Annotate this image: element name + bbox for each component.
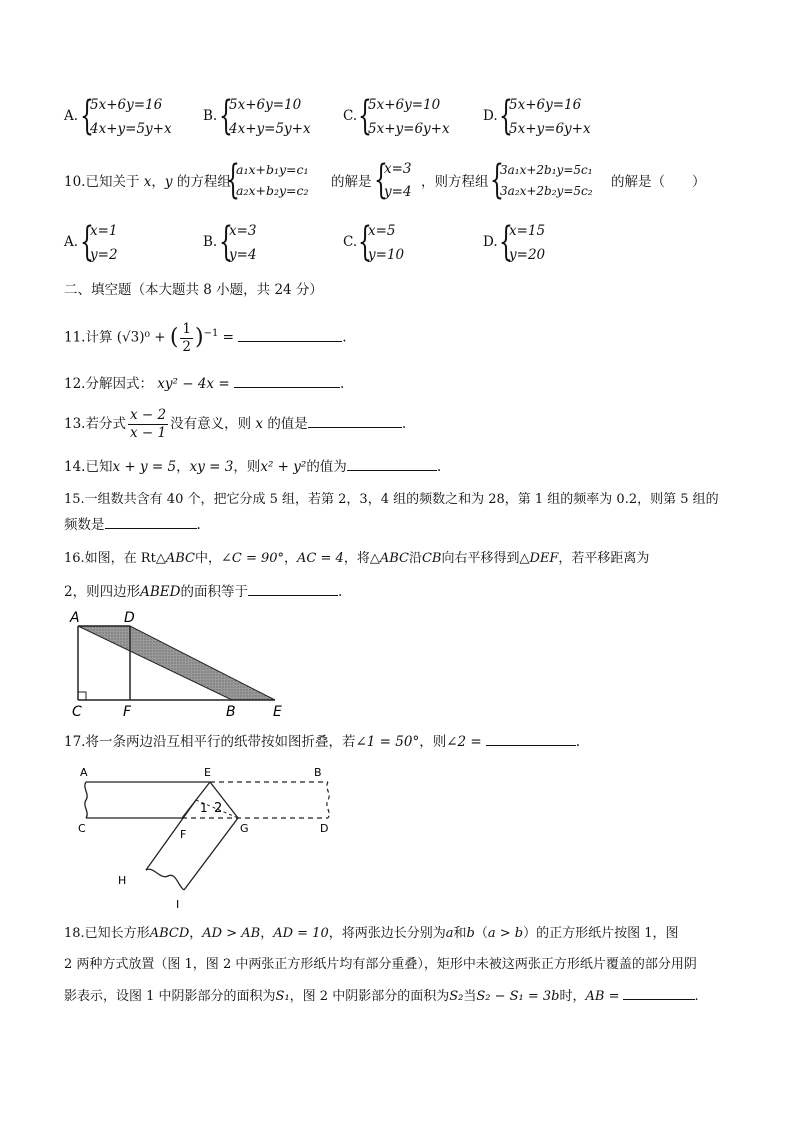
q18-ad: AD = 10 <box>273 926 329 941</box>
q13 <box>64 404 406 444</box>
q14-eq-2: xy = 3 <box>189 459 234 475</box>
q10-option-a-label: A. <box>64 234 79 250</box>
q17-angle-1: ∠1 = 50° <box>355 734 420 750</box>
q10-option-d-label: D. <box>483 234 498 250</box>
q17-angle-2: ∠2 = <box>446 734 482 750</box>
q9-option-c-brace: { <box>358 93 372 139</box>
q9-option-c-eq1: 5x+6y=10 <box>368 97 441 113</box>
q16-line-2 <box>64 581 342 602</box>
q9-option-d-brace: { <box>499 93 513 139</box>
q17-end: . <box>575 734 581 750</box>
q9-option-a-label: A. <box>64 108 79 124</box>
q17-label-i: I <box>176 898 180 910</box>
q17-fold-f-to-h <box>146 800 196 870</box>
q18-text-3: ， <box>260 926 274 941</box>
q10-system1-eq1: a₁x+b₁y=c₁ <box>236 162 309 177</box>
q9-option-c-eq2: 5x+y=6y+x <box>368 121 450 137</box>
q18-line-1 <box>64 924 679 944</box>
q15-line-1: 15.一组数共含有 40 个，把它分成 5 组，若第 2，3，4 组的频数之和为 28，第 1 组的频率为 0.2，则第 5 组的 <box>64 492 719 507</box>
q10-var-y: y <box>164 174 173 190</box>
section-heading-fill-in: 二、填空题（本大题共 8 小题，共 24 分） <box>64 282 323 298</box>
q10-option-b-label: B. <box>203 234 218 250</box>
q18-var-b: b <box>466 926 475 941</box>
q16-text-1: 16.如图，在 Rt△ <box>64 551 166 566</box>
q14 <box>64 456 441 477</box>
q10-var-x: x <box>143 174 152 190</box>
q16-label-c: C <box>72 704 82 720</box>
q18-condition: S₂ − S₁ = 3b <box>476 989 560 1004</box>
q16-angle-c: ∠C = 90° <box>220 551 285 566</box>
q17-angle-label-2: 2 <box>214 801 223 816</box>
q14-text-3: 的值为 <box>306 459 347 475</box>
q17 <box>64 731 580 752</box>
q16-right-angle-mark <box>78 692 86 700</box>
q16-abc: ABC <box>165 551 195 566</box>
q17-label-g: G <box>240 822 249 835</box>
q16-abc-2: ABC <box>379 551 409 566</box>
q16-abed: ABED <box>140 584 181 600</box>
q15-line-2 <box>64 514 201 535</box>
q16-text-7: ，若平移距离为 <box>558 551 650 566</box>
q17-figure <box>72 762 342 910</box>
q10-sep: ， <box>151 174 165 190</box>
q10-text-4: ，则方程组 <box>421 174 489 190</box>
q18-text-9: ，图 2 中阴影部分的面积为 <box>289 989 450 1004</box>
q16-label-b: B <box>226 704 236 720</box>
q10-text-2: 的方程组 <box>176 174 231 190</box>
q14-prefix: 14.已知 <box>64 459 113 475</box>
q10-system1-eq2: a₂x+b₂y=c₂ <box>236 183 309 198</box>
q10-option-a-brace: { <box>80 219 94 265</box>
q11-exponent: −1 <box>203 328 219 339</box>
q10-solution-brace: { <box>374 157 388 203</box>
q12-expression: xy² − 4x = <box>157 376 230 392</box>
q10-solution-x: x=3 <box>384 161 412 177</box>
q14-text-2: ，则 <box>233 459 261 475</box>
q18-text-1: 18.已知长方形 <box>64 926 150 941</box>
q16-line-1 <box>64 549 649 569</box>
q15-answer-blank[interactable] <box>105 514 197 529</box>
q18-text-10: 当 <box>463 989 477 1004</box>
q13-var-x: x <box>255 416 264 432</box>
q17-label-b: B <box>314 766 322 779</box>
q9-option-b-eq2: 4x+y=5y+x <box>229 121 311 137</box>
q17-answer-blank[interactable] <box>486 731 576 746</box>
q16-label-d: D <box>124 610 135 626</box>
q13-denominator: x − 1 <box>129 425 167 441</box>
q10-option-d-y: y=20 <box>509 247 546 263</box>
q9-option-d-eq1: 5x+6y=16 <box>509 97 582 113</box>
q9-option-a-brace: { <box>80 93 94 139</box>
q17-strip-left-edge <box>85 782 87 818</box>
q18-text-4: ，将两张边长分别为 <box>328 926 446 941</box>
q18-text-8: 影表示，设图 1 中阴影部分的面积为 <box>64 989 276 1004</box>
q16-text-5: 沿 <box>408 551 422 566</box>
q18-ineq-2: a > b <box>487 926 524 941</box>
q17-label-h: H <box>118 874 127 887</box>
q18-line-2: 2 两种方式放置（图 1，图 2 中两张正方形纸片均有部分重叠），矩形中未被这两张正方形纸片覆盖的部分用阴 <box>64 957 697 972</box>
q18-ab: AB = <box>585 989 620 1004</box>
q17-text-2: ，则 <box>419 734 447 750</box>
q18-answer-blank[interactable] <box>623 985 695 1000</box>
q18-text-11: 时， <box>559 989 586 1004</box>
q17-strip-end-wavy <box>146 869 184 890</box>
q16-text-3: ， <box>284 551 298 566</box>
q13-fraction <box>128 407 168 442</box>
q10-system2-brace: { <box>490 157 504 203</box>
q10-option-c-x: x=5 <box>368 223 396 239</box>
q11-denominator: 2 <box>182 338 192 355</box>
q18-line-3 <box>64 985 699 1007</box>
q16-text-4: ，将△ <box>343 551 380 566</box>
q16-ac: AC = 4 <box>297 551 344 566</box>
q16-shaded-quadrilateral <box>78 626 275 700</box>
q18-text-7: ）的正方形纸片按图 1，图 <box>523 926 679 941</box>
q11-numerator: 1 <box>182 320 192 337</box>
q10-system2-eq2: 3a₂x+2b₂y=5c₂ <box>500 184 593 198</box>
q18-text-2: ， <box>189 926 203 941</box>
q9-option-a-eq2: 4x+y=5y+x <box>90 121 172 137</box>
q10-option-b-y: y=4 <box>229 247 257 263</box>
q12-prefix: 12.分解因式： <box>64 376 153 392</box>
q12-end: . <box>339 376 345 392</box>
q17-label-e: E <box>204 766 211 779</box>
q12 <box>64 373 344 394</box>
q18-s1: S₁ <box>275 989 290 1004</box>
q17-label-a: A <box>80 766 88 779</box>
q11-equals: = <box>222 329 234 346</box>
q10-option-a-y: y=2 <box>90 247 118 263</box>
q18-var-a: a <box>445 926 454 941</box>
q11-prefix: 11.计算 <box>64 329 113 346</box>
q16-text-8: 2，则四边形 <box>64 584 141 600</box>
q11-fraction <box>180 321 193 356</box>
q10-option-b-brace: { <box>219 219 233 265</box>
q17-label-c: C <box>78 822 86 835</box>
q14-eq-1: x + y = 5 <box>112 459 177 475</box>
q10-system2-eq1: 3a₁x+2b₁y=5c₁ <box>500 163 593 177</box>
q13-answer-blank[interactable] <box>308 413 402 428</box>
q9-option-d-label: D. <box>483 108 498 124</box>
q10-option-c-label: C. <box>343 234 358 250</box>
q9-option-a-eq1: 5x+6y=16 <box>90 97 163 113</box>
q17-text-1: 17.将一条两边沿互相平行的纸带按如图折叠，若 <box>64 734 356 750</box>
q10-option-c-y: y=10 <box>368 247 405 263</box>
q18-text-5: 和 <box>453 926 467 941</box>
q13-text-3: 的值是 <box>267 416 308 432</box>
q10-text-1: 10.已知关于 <box>64 174 140 190</box>
q16-end: . <box>337 584 343 600</box>
q16-figure <box>60 608 310 720</box>
q13-numerator: x − 2 <box>129 407 167 423</box>
q10-option-d-x: x=15 <box>509 223 546 239</box>
q18-text-6: （ <box>474 926 488 941</box>
q17-label-f: F <box>180 828 187 841</box>
q10-text-5: 的解是（ ） <box>611 174 706 190</box>
q17-strip-right-edge <box>327 782 329 818</box>
q16-label-f: F <box>123 704 132 720</box>
q13-end: . <box>401 416 407 432</box>
q13-prefix: 13.若分式 <box>64 416 126 432</box>
q13-text-2: 没有意义，则 <box>170 416 252 432</box>
q16-text-9: 的面积等于 <box>180 584 248 600</box>
q16-label-e: E <box>273 704 282 720</box>
q18-ineq-1: AD > AB <box>202 926 261 941</box>
q9-option-b-eq1: 5x+6y=10 <box>229 97 302 113</box>
q14-end: . <box>436 459 442 475</box>
q9-option-d-eq2: 5x+y=6y+x <box>509 121 591 137</box>
q15-text: 频数是 <box>64 517 105 533</box>
q10-solution-y: y=4 <box>384 184 412 200</box>
q12-answer-blank[interactable] <box>234 373 340 388</box>
q17-fold-g-to-i <box>184 818 238 890</box>
q18-end: . <box>694 989 699 1004</box>
q16-def: DEF <box>529 551 559 566</box>
q11-answer-blank[interactable] <box>238 327 342 342</box>
q18-abcd: ABCD <box>149 926 190 941</box>
q10-option-b-x: x=3 <box>229 223 257 239</box>
q11-paren-open: ( <box>169 325 179 350</box>
q10-text-3: 的解是 <box>331 174 372 190</box>
q11-paren-close: ) <box>195 325 204 350</box>
q14-comma: ， <box>176 459 190 475</box>
q17-label-d: D <box>320 822 329 835</box>
q10-option-c-brace: { <box>358 219 372 265</box>
q16-text-2: 中， <box>194 551 221 566</box>
q9-option-b-brace: { <box>219 93 233 139</box>
q10-option-a-x: x=1 <box>90 223 118 239</box>
q16-answer-blank[interactable] <box>248 581 338 596</box>
q18-s2: S₂ <box>449 989 464 1004</box>
q16-label-a: A <box>70 610 80 626</box>
q9-option-c-label: C. <box>343 108 358 124</box>
q11-base: (√3)⁰ + <box>116 329 166 346</box>
q10-system1-brace: { <box>226 157 240 203</box>
q16-cb: CB <box>421 551 442 566</box>
q9-option-b-label: B. <box>203 108 218 124</box>
q11: 11.计算 (√3)⁰ + ( $\frac{1}{2}$ )$^{-1}$ = . <box>64 320 347 355</box>
q10-option-d-brace: { <box>499 219 513 265</box>
q15-end: . <box>196 517 201 533</box>
q17-angle-label-1: 1 <box>200 801 208 815</box>
q14-answer-blank[interactable] <box>347 456 437 471</box>
q14-expr: x² + y² <box>260 459 307 475</box>
q16-text-6: 向右平移得到△ <box>441 551 530 566</box>
